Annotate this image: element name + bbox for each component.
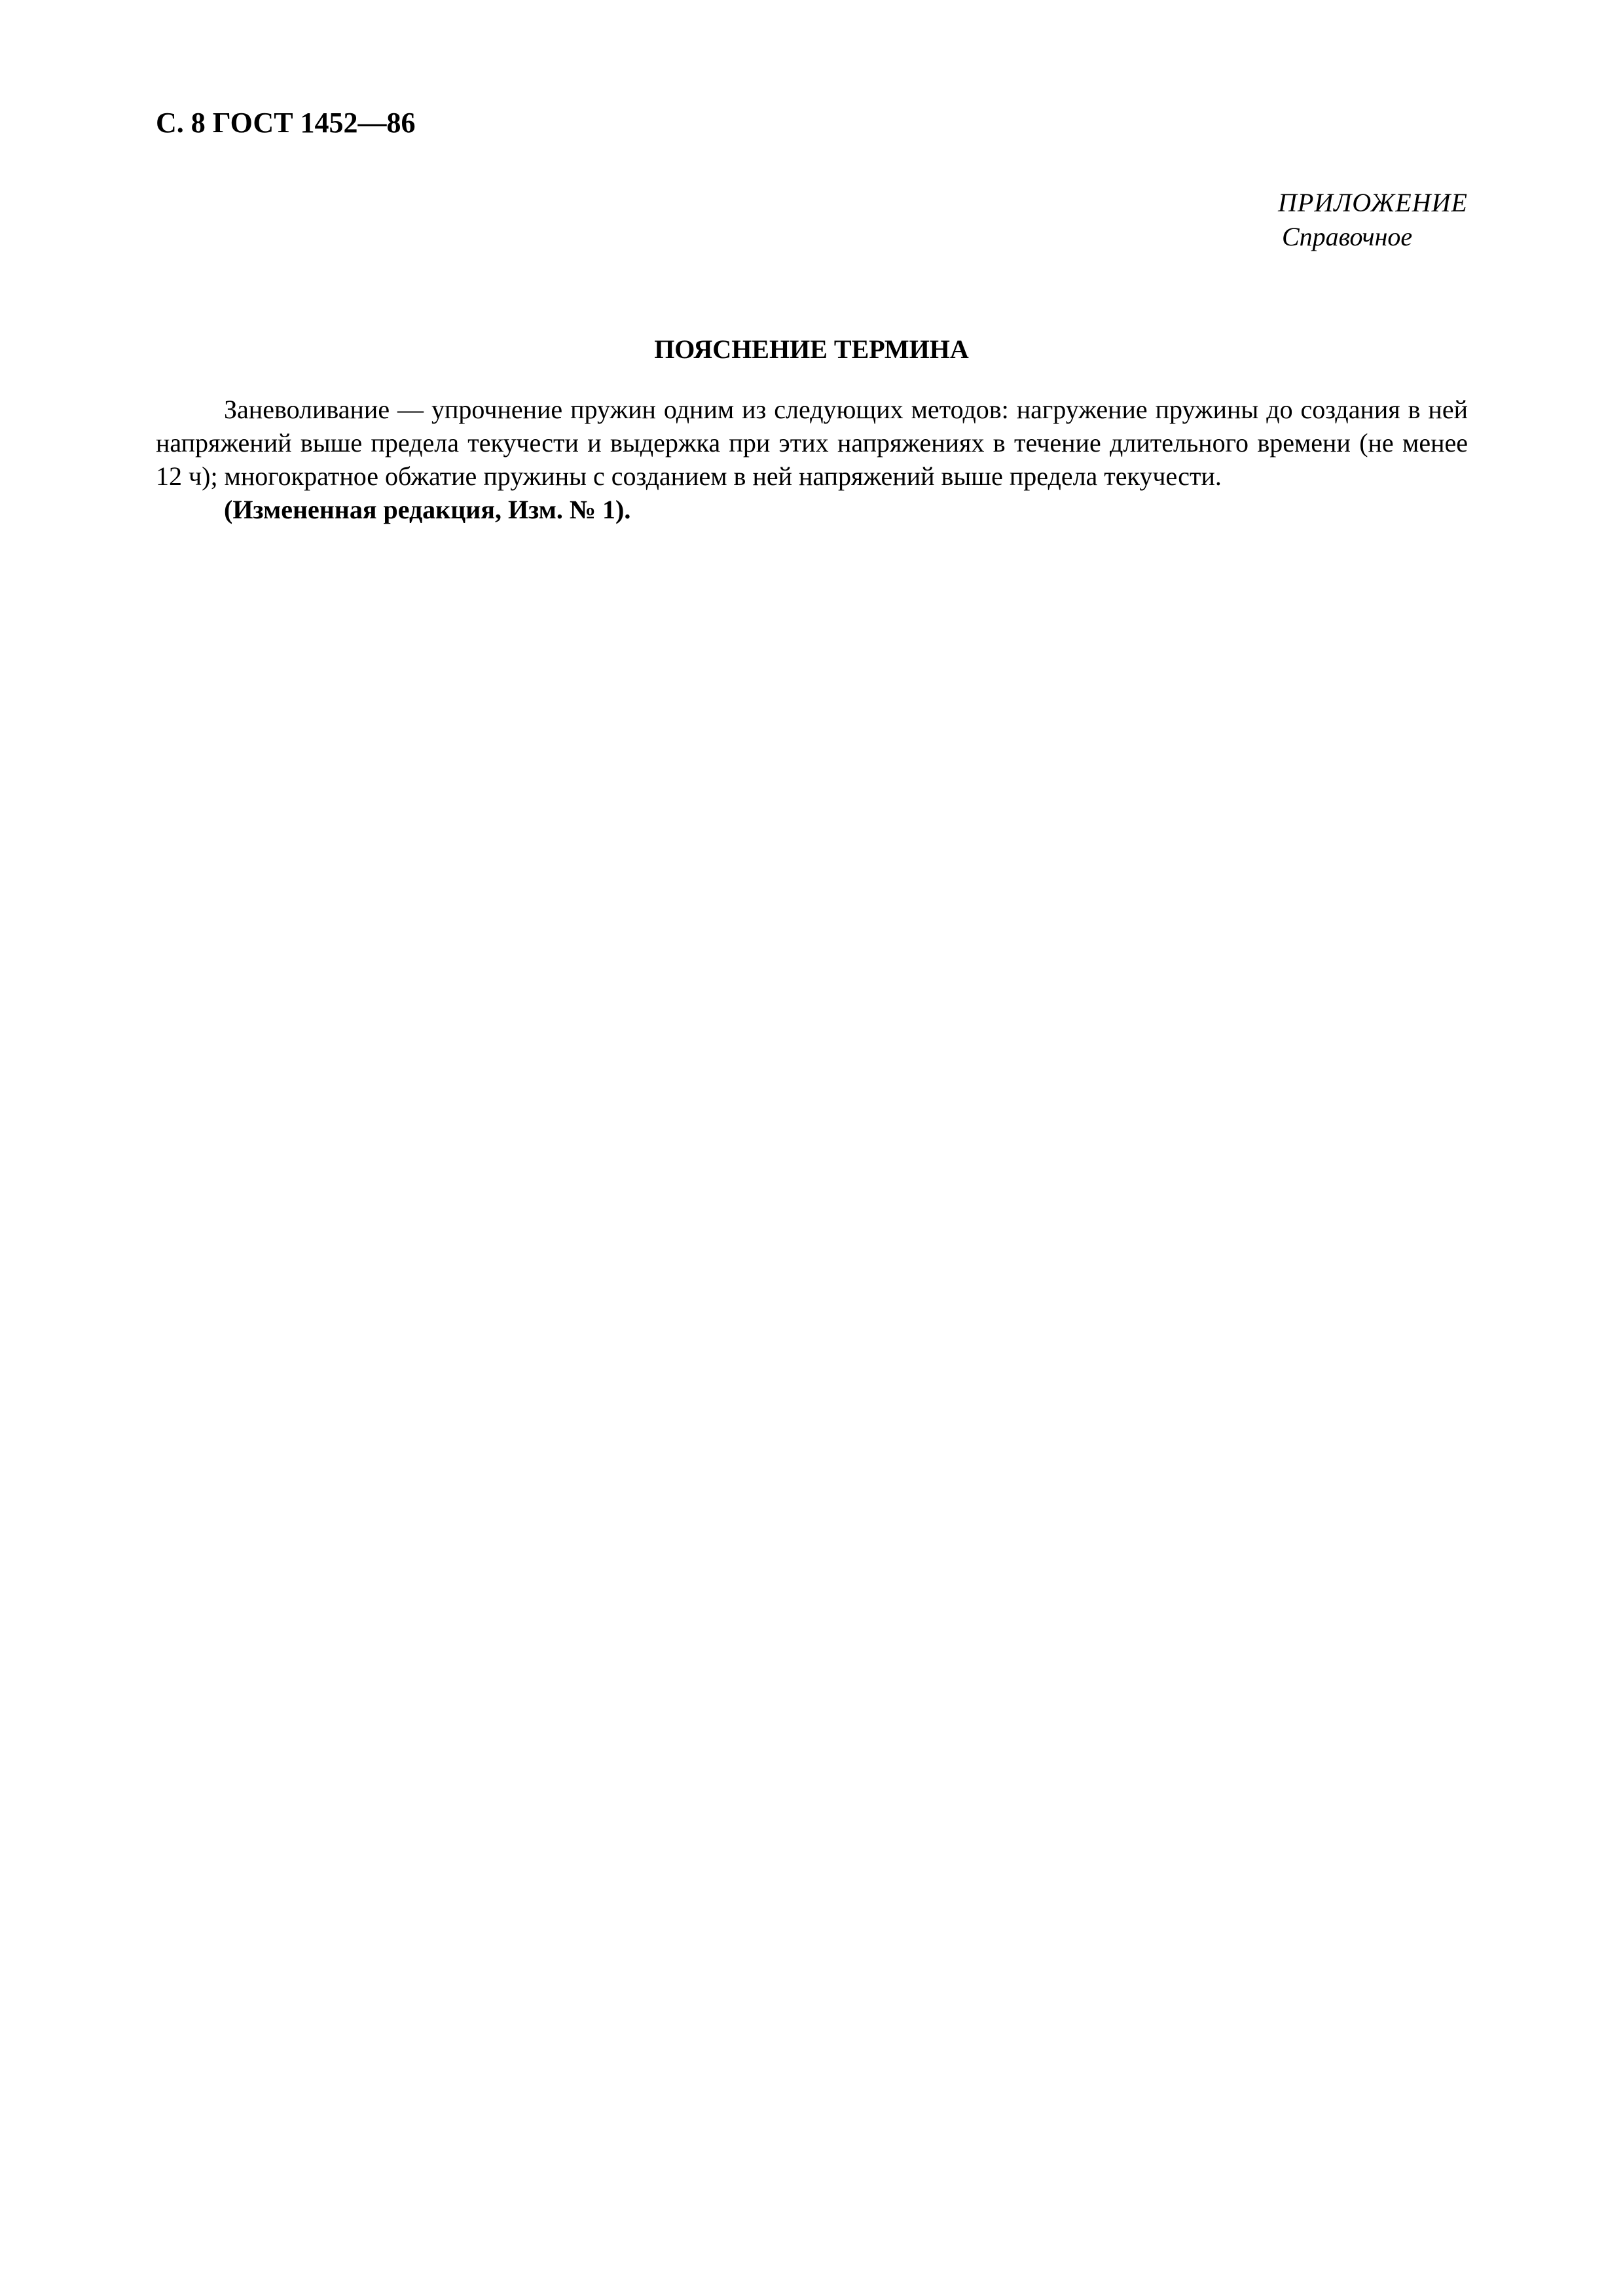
term-definition: Заневоливание — упрочнение пружин одним из следующих методов: нагружение пружины до создания в ней напряжений выше предела текучести и выдержка при этих напряжениях в течение длительного времени (не менее 12 ч); многократное обжатие пружины с созданием в ней напряжений выше предела текучести. [156, 395, 1468, 491]
page-header: С. 8 ГОСТ 1452—86 [156, 107, 416, 139]
appendix-type: Справочное [1282, 222, 1413, 251]
edition-note: (Измененная редакция, Изм. № 1). [224, 495, 631, 524]
section-title: ПОЯСНЕНИЕ ТЕРМИНА [654, 334, 969, 364]
section-body [156, 393, 1468, 526]
appendix-label: ПРИЛОЖЕНИЕ [1278, 188, 1468, 217]
appendix-block [1278, 190, 1468, 250]
